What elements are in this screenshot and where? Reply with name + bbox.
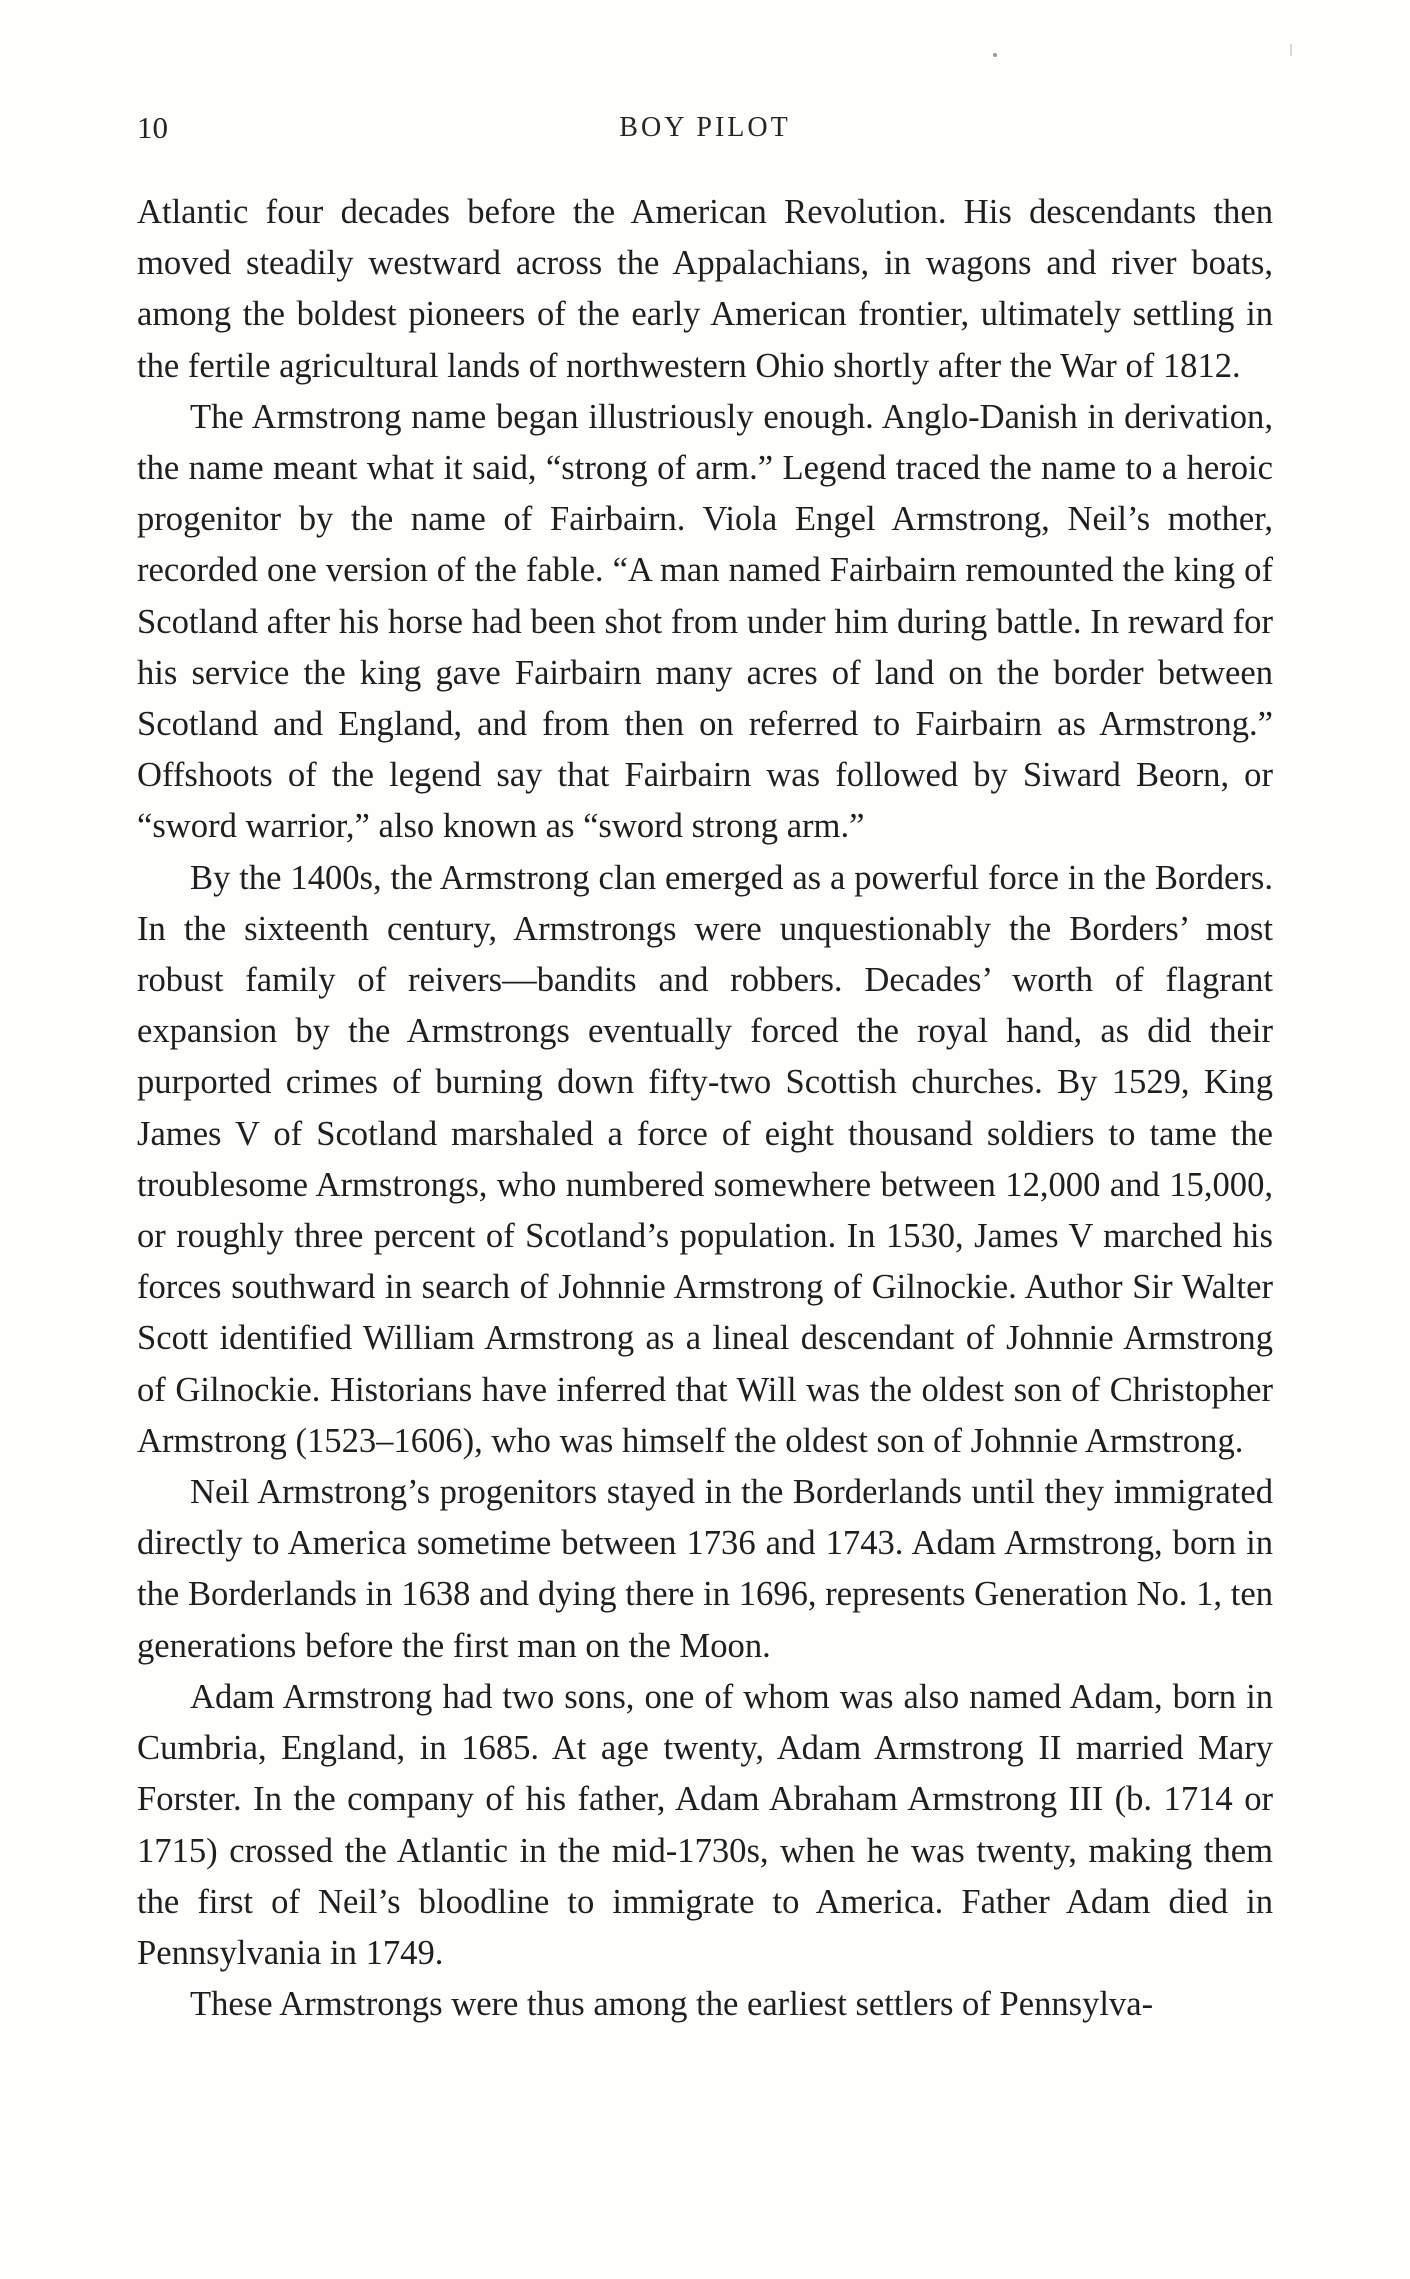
paragraph: Adam Armstrong had two sons, one of whom was also named Adam, born in Cumbria, England, in 1685. At age twenty, Adam Armstrong II married Mary Forster. In the company of his father, Adam Abraham Armstrong III (b. 1714 or 1715) crossed the Atlantic in the mid-1730s, when he was twenty, making them the first of Neil’s bloodline to immigrate to America. Father Adam died in Pennsylvania in 1749. (137, 1677, 1273, 1972)
paragraph-last: These Armstrongs were thus among the earliest settlers of Pennsylva- (190, 1985, 1154, 2024)
paragraph: By the 1400s, the Armstrong clan emerged as a powerful force in the Borders. In the sixteenth century, Armstrongs were unquestionably the Borders’ most robust family of reivers—bandits and robbers. Decades’ worth of flagrant expansion by the Armstrongs eventually forced the royal hand, as did their purported crimes of burning down fifty-two Scottish churches. By 1529, King James V of Scotland marshaled a force of eight thousand soldiers to tame the troublesome Armstrongs, who numbered somewhere between 12,000 and 15,000, or roughly three percent of Scotland’s population. In 1530, James V marched his forces southward in search of Johnnie Armstrong of Gilnockie. Author Sir Walter Scott identified William Armstrong as a lineal descendant of Johnnie Armstrong of Gilnockie. Historians have inferred that Will was the oldest son of Christopher Armstrong (1523–1606), who was himself the oldest son of Johnnie Armstrong. (137, 858, 1273, 1460)
body-text (137, 187, 1273, 2030)
page-header (137, 108, 1273, 152)
print-mark (1290, 44, 1292, 56)
running-head: BOY PILOT (619, 112, 791, 143)
paragraph-continued: Atlantic four decades before the American Revolution. His descendants then moved steadily westward across the Appalachians, in wagons and river boats, among the boldest pioneers of the early American frontier, ultimately settling in the fertile agricultural lands of northwestern Ohio shortly after the War of 1812. (137, 193, 1273, 385)
page-number: 10 (137, 110, 168, 145)
print-speck (993, 53, 997, 57)
paragraph: The Armstrong name began illustriously enough. Anglo-Danish in derivation, the name meant what it said, “strong of arm.” Legend traced the name to a heroic progenitor by the name of Fairbairn. Viola Engel Armstrong, Neil’s mother, recorded one version of the fable. “A man named Fairbairn remounted the king of Scotland after his horse had been shot from under him during battle. In reward for his service the king gave Fairbairn many acres of land on the border between Scotland and England, and from then on referred to Fairbairn as Armstrong.” Offshoots of the legend say that Fairbairn was followed by Siward Beorn, or “sword warrior,” also known as “sword strong arm.” (137, 397, 1273, 846)
paragraph: Neil Armstrong’s progenitors stayed in the Borderlands until they immigrated directly to America sometime between 1736 and 1743. Adam Armstrong, born in the Borderlands in 1638 and dying there in 1696, represents Generation No. 1, ten generations before the first man on the Moon. (137, 1473, 1273, 1665)
